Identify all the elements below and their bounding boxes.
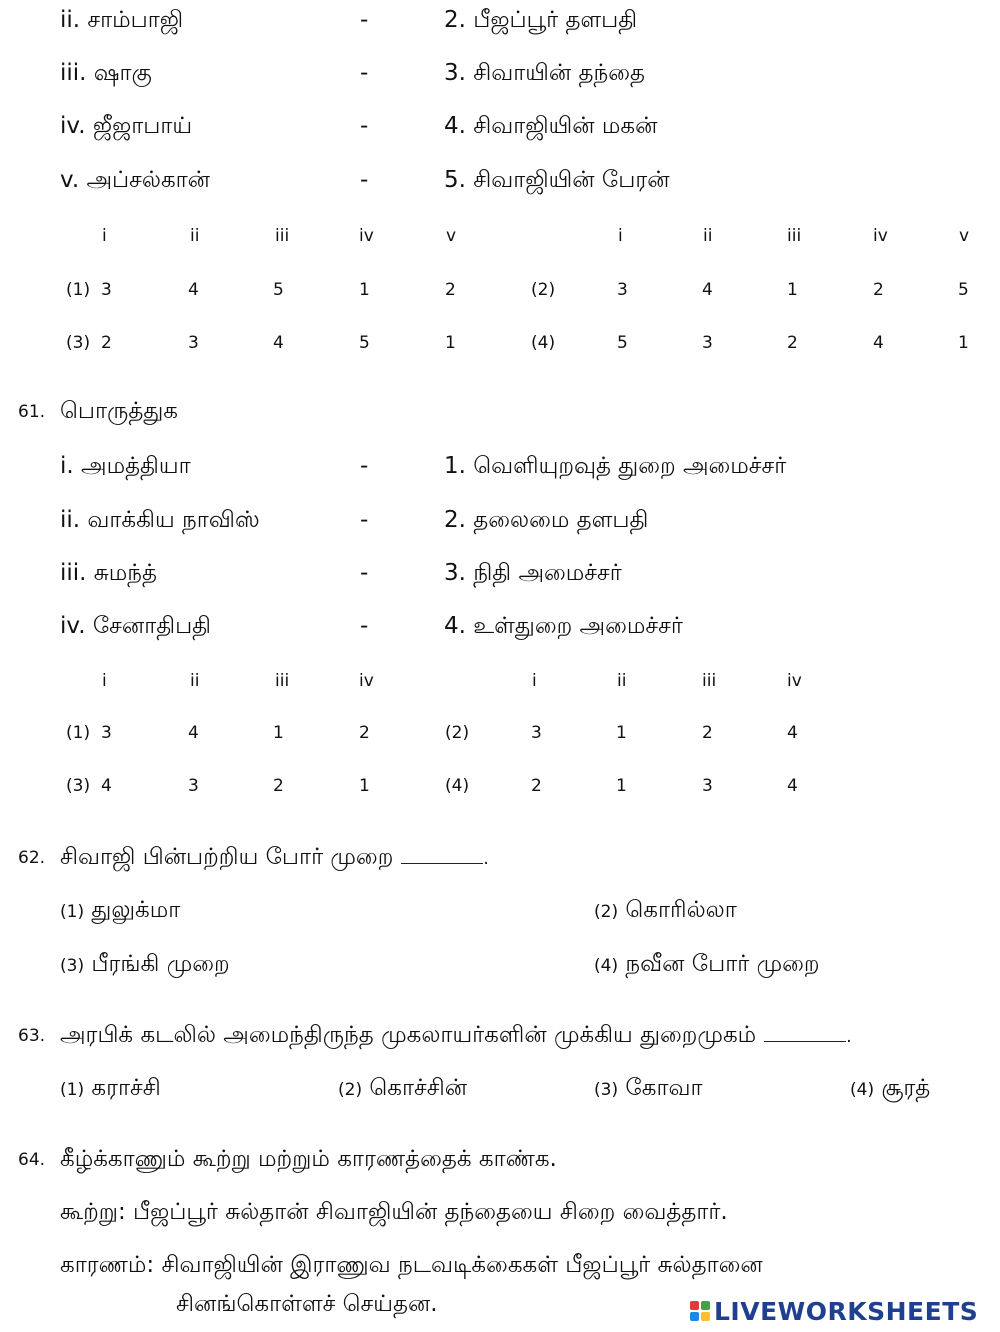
q63-option-3[interactable] <box>594 1074 703 1104</box>
q61-option-value: 4 <box>787 776 798 796</box>
q61-col-header: iii <box>702 671 717 691</box>
q61-option-value: 1 <box>359 776 370 796</box>
q60-col-header: i <box>618 226 623 246</box>
q63-end: . <box>846 1027 852 1047</box>
q61-option-4-label: (4) <box>445 776 470 796</box>
q60-dash: - <box>360 113 369 139</box>
q60-option-value: 5 <box>359 333 370 353</box>
q61-option-value: 3 <box>188 776 199 796</box>
q60-option-4-label: (4) <box>531 333 556 353</box>
q62-opt3-text: பீரங்கி முறை <box>91 951 230 977</box>
q60-option-value: 4 <box>702 280 713 300</box>
q61-option-2-label: (2) <box>445 723 470 743</box>
q61-option-value: 2 <box>273 776 284 796</box>
q63-opt1-text: கராச்சி <box>91 1075 161 1101</box>
q61-col-header: i <box>532 671 537 691</box>
q63-question: அரபிக் கடலில் அமைந்திருந்த முகலாயர்களின் முக்கிய துறைமுகம் <box>60 1022 757 1048</box>
q60-option-value: 4 <box>188 280 199 300</box>
q62-option-3[interactable] <box>60 950 230 980</box>
answer-blank[interactable] <box>764 1023 846 1042</box>
q62-opt4-label: (4) <box>594 956 619 976</box>
q60-col-header: i <box>102 226 107 246</box>
q60-option-value: 5 <box>273 280 284 300</box>
q64-question: கீழ்க்காணும் கூற்று மற்றும் காரணத்தைக் காண்க. <box>60 1146 557 1172</box>
q61-item-right-1: 1. வெளியுறவுத் துறை அமைச்சர் <box>444 453 787 479</box>
q60-col-header: ii <box>190 226 200 246</box>
q60-col-header: v <box>959 226 970 246</box>
answer-blank[interactable] <box>401 845 483 864</box>
q60-item-right-2: 2. பீஜப்பூர் தளபதி <box>444 7 638 33</box>
q61-dash: - <box>360 613 369 639</box>
q60-option-value: 5 <box>958 280 969 300</box>
q61-option-3-label: (3) <box>66 776 91 796</box>
q62-end: . <box>483 849 489 869</box>
q60-option-value: 3 <box>101 280 112 300</box>
q61-dash: - <box>360 507 369 533</box>
q61-option-value: 4 <box>787 723 798 743</box>
q61-option-value: 3 <box>702 776 713 796</box>
q63-option-1[interactable] <box>60 1074 161 1104</box>
q61-option-value: 2 <box>531 776 542 796</box>
q60-dash: - <box>360 167 369 193</box>
q64-reason-continued: சினங்கொள்ளச் செய்தன. <box>176 1291 438 1317</box>
q61-number: 61. <box>18 402 46 422</box>
q63-question-line <box>60 1021 852 1051</box>
q62-question: சிவாஜி பின்பற்றிய போர் முறை <box>60 844 394 870</box>
q63-opt2-label: (2) <box>338 1080 363 1100</box>
q60-item-left-2: ii. சாம்பாஜி <box>60 7 184 33</box>
q60-option-value: 2 <box>445 280 456 300</box>
q60-option-value: 1 <box>958 333 969 353</box>
q60-option-value: 2 <box>101 333 112 353</box>
q60-item-right-5: 5. சிவாஜியின் பேரன் <box>444 167 670 193</box>
q61-question: பொருத்துக <box>60 398 178 424</box>
q60-dash: - <box>360 60 369 86</box>
q63-option-4[interactable] <box>850 1074 930 1104</box>
q61-item-right-4: 4. உள்துறை அமைச்சர் <box>444 613 683 639</box>
q60-option-2-label: (2) <box>531 280 556 300</box>
q60-option-value: 1 <box>445 333 456 353</box>
q61-option-value: 1 <box>616 723 627 743</box>
q61-option-value: 2 <box>359 723 370 743</box>
q60-option-value: 2 <box>787 333 798 353</box>
q62-opt1-label: (1) <box>60 902 85 922</box>
q62-opt2-label: (2) <box>594 902 619 922</box>
q61-option-value: 3 <box>101 723 112 743</box>
q60-col-header: iv <box>359 226 374 246</box>
q61-col-header: iii <box>275 671 290 691</box>
q63-opt3-text: கோவா <box>625 1075 703 1101</box>
q60-option-value: 5 <box>617 333 628 353</box>
q61-col-header: ii <box>617 671 627 691</box>
q60-option-value: 4 <box>873 333 884 353</box>
q61-item-left-2: ii. வாக்கிய நாவிஸ் <box>60 507 260 533</box>
q60-option-value: 3 <box>188 333 199 353</box>
q61-option-value: 3 <box>531 723 542 743</box>
q63-number: 63. <box>18 1026 46 1046</box>
q60-option-3-label: (3) <box>66 333 91 353</box>
q60-option-value: 4 <box>273 333 284 353</box>
liveworksheets-logo-icon <box>690 1301 710 1321</box>
q62-opt2-text: கொரில்லா <box>625 897 737 923</box>
q60-item-right-3: 3. சிவாயின் தந்தை <box>444 60 646 86</box>
q64-statement: கூற்று: பீஜப்பூர் சுல்தான் சிவாஜியின் தந்தையை சிறை வைத்தார். <box>60 1199 728 1225</box>
q62-opt3-label: (3) <box>60 956 85 976</box>
q61-col-header: iv <box>787 671 802 691</box>
q60-col-header: iii <box>275 226 290 246</box>
liveworksheets-logo-text: LIVEWORKSHEETS <box>714 1296 979 1326</box>
q64-reason: காரணம்: சிவாஜியின் இராணுவ நடவடிக்கைகள் பீஜப்பூர் சுல்தானை <box>60 1252 763 1278</box>
q60-col-header: iii <box>787 226 802 246</box>
q60-item-right-4: 4. சிவாஜியின் மகன் <box>444 113 658 139</box>
q61-item-left-4: iv. சேனாதிபதி <box>60 613 212 639</box>
q60-col-header: ii <box>703 226 713 246</box>
q63-opt3-label: (3) <box>594 1080 619 1100</box>
q62-number: 62. <box>18 848 46 868</box>
liveworksheets-logo <box>690 1296 978 1326</box>
q61-dash: - <box>360 560 369 586</box>
q61-option-value: 1 <box>616 776 627 796</box>
q62-option-2[interactable] <box>594 896 737 926</box>
q61-option-value: 2 <box>702 723 713 743</box>
q63-option-2[interactable] <box>338 1074 467 1104</box>
q61-option-value: 1 <box>273 723 284 743</box>
q62-opt4-text: நவீன போர் முறை <box>625 951 820 977</box>
q63-opt2-text: கொச்சின் <box>369 1075 468 1101</box>
q60-option-value: 1 <box>359 280 370 300</box>
q61-col-header: iv <box>359 671 374 691</box>
q62-option-4[interactable] <box>594 950 820 980</box>
q60-item-left-5: v. அப்சல்கான் <box>60 167 210 193</box>
q61-option-1-label: (1) <box>66 723 91 743</box>
q60-col-header: v <box>446 226 457 246</box>
q61-item-right-2: 2. தலைமை தளபதி <box>444 507 649 533</box>
q61-option-value: 4 <box>188 723 199 743</box>
q61-option-value: 4 <box>101 776 112 796</box>
q62-option-1[interactable] <box>60 896 180 926</box>
q63-opt4-text: சூரத் <box>881 1075 931 1101</box>
q60-dash: - <box>360 7 369 33</box>
q63-opt4-label: (4) <box>850 1080 875 1100</box>
q61-item-left-3: iii. சுமந்த் <box>60 560 158 586</box>
q61-col-header: ii <box>190 671 200 691</box>
q61-item-right-3: 3. நிதி அமைச்சர் <box>444 560 622 586</box>
q62-opt1-text: துலுக்மா <box>91 897 181 923</box>
q61-col-header: i <box>102 671 107 691</box>
q60-item-left-3: iii. ஷாகு <box>60 60 152 86</box>
q61-dash: - <box>360 453 369 479</box>
q64-number: 64. <box>18 1150 46 1170</box>
q61-item-left-1: i. அமத்தியா <box>60 453 191 479</box>
q60-option-value: 3 <box>702 333 713 353</box>
q60-col-header: iv <box>873 226 888 246</box>
q60-option-value: 2 <box>873 280 884 300</box>
q60-option-value: 1 <box>787 280 798 300</box>
q60-item-left-4: iv. ஜீஜாபாய் <box>60 113 193 139</box>
q60-option-1-label: (1) <box>66 280 91 300</box>
q62-question-line <box>60 843 489 873</box>
q60-option-value: 3 <box>617 280 628 300</box>
q63-opt1-label: (1) <box>60 1080 85 1100</box>
